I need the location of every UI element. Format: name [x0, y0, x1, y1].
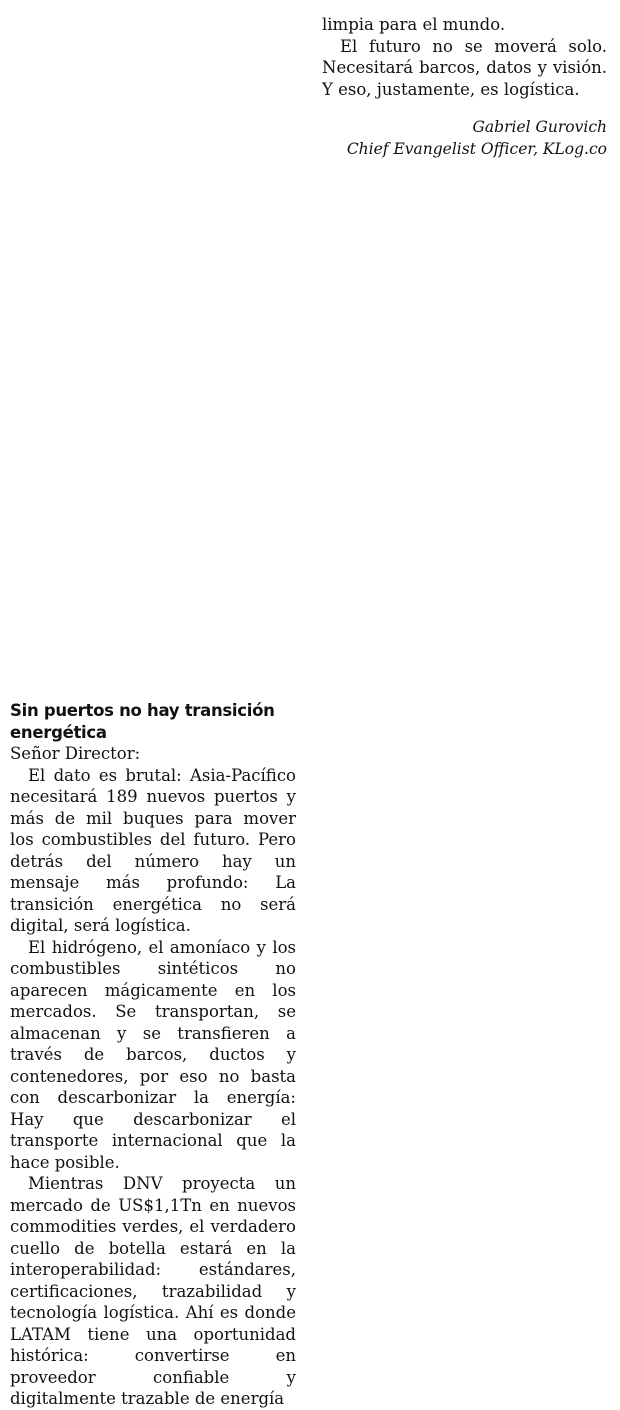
signature-name: Gabriel Gurovich — [472, 118, 607, 136]
signature-block — [322, 117, 607, 160]
paragraph-continuation: limpia para el mundo. — [322, 15, 506, 34]
paragraph-3: Mientras DNV proyecta un mercado de US$1,1Tn en nuevos commodities verdes, el verdadero cuello de botella estará en la interoperabilidad: estándares, certificaciones, trazabilidad y tecnología logística. Ahí es donde LATAM tiene una oportunidad histórica: convertirse en proveedor confiable y digitalmente trazable de energía — [10, 1174, 296, 1408]
letter-continuation-column — [322, 14, 607, 160]
paragraph-1: El dato es brutal: Asia-Pacífico necesitará 189 nuevos puertos y más de mil buques para mover los combustibles del futuro. Pero detrás del número hay un mensaje más profundo: La transición energética no será digital, será logística. — [10, 765, 296, 935]
salutation: Señor Director: — [10, 744, 141, 763]
paragraph-closing: El futuro no se moverá solo. Necesitará barcos, datos y visión. Y eso, justamente, es logística. — [322, 36, 607, 99]
paragraph-2: El hidrógeno, el amoníaco y los combustibles sintéticos no aparecen mágicamente en los mercados. Se transportan, se almacenan y se transfieren a través de barcos, ductos y contenedores, por eso no basta con descarbonizar la energía: Hay que descarbonizar el transporte internacional que la hace posible. — [10, 937, 296, 1172]
letter-headline: Sin puertos no hay transición energética — [10, 701, 275, 742]
signature-role: Chief Evangelist Officer, KLog.co — [346, 139, 607, 158]
letter-column — [10, 700, 296, 1410]
